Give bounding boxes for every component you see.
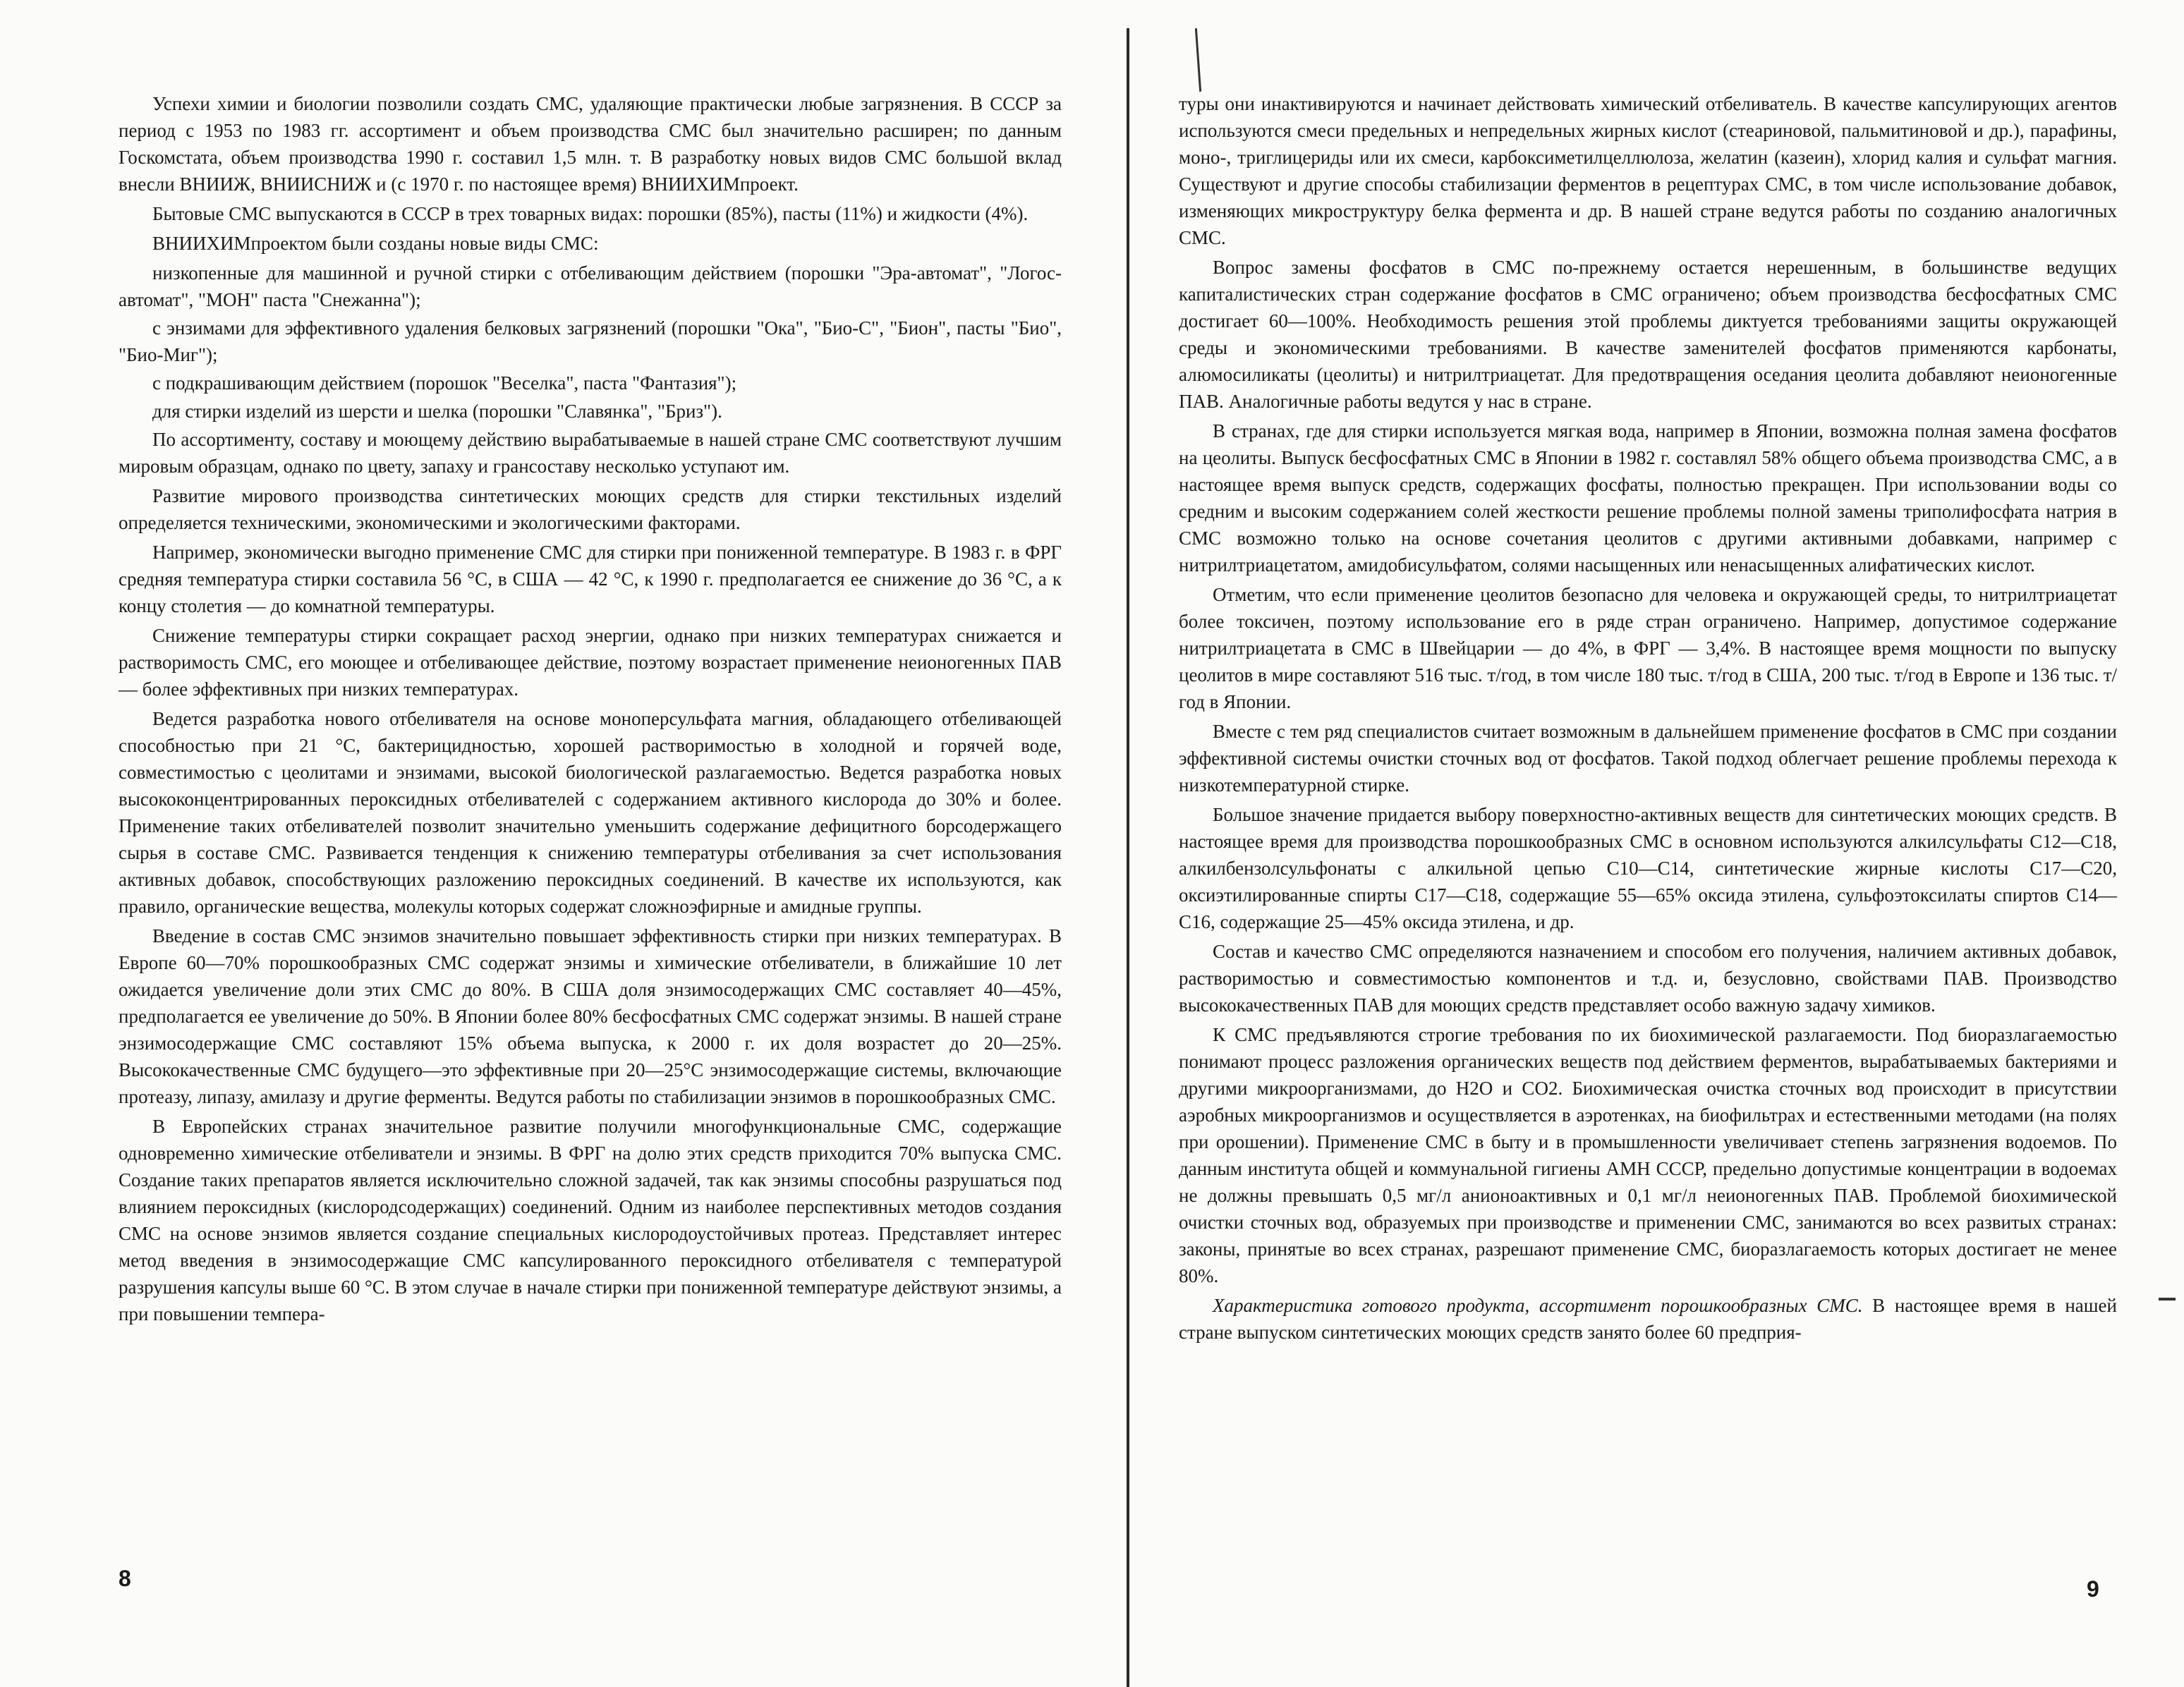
paragraph: Бытовые СМС выпускаются в СССР в трех товарных видах: порошки (85%), пасты (11%) и жидкости (4%). xyxy=(152,203,1029,224)
paragraph: Вопрос замены фосфатов в СМС по-прежнему остается нерешенным, в большинстве ведущих капиталистических стран содержание фосфатов в СМС ограничено; объем производства бесфосфатных СМС достигает 60—100%. Необходимость решения этой проблемы диктуется требованиями защиты окружающей среды и экономическими требованиями. В качестве заменителей фосфатов применяются карбонаты, алюмосиликаты (цеолиты) и нитрилтриацетат. Для предотвращения оседания цеолита добавляют неионогенные ПАВ. Аналогичные работы ведутся у нас в стране. xyxy=(1179,257,2117,412)
paragraph: Отметим, что если применение цеолитов безопасно для человека и окружающей среды, то нитрилтриацетат более токсичен, поэтому использование его в ряде стран ограничено. Например, допустимое содержание нитрилтриацетата в СМС в Швейцарии — до 4%, в ФРГ — 3,4%. В настоящее время мощности по выпуску цеолитов в мире составляют 516 тыс. т/год, в том числе 180 тыс. т/год в США, 200 тыс. т/год в Европе и 136 тыс. т/год в Японии. xyxy=(1179,584,2117,712)
paragraph: Введение в состав СМС энзимов значительно повышает эффективность стирки при низких температурах. В Европе 60—70% порошкообразных СМС содержат энзимы и химические отбеливатели, в ближайшие 10 лет ожидается увеличение доли этих СМС до 80%. В США доля энзимосодержащих СМС составляет 40—45%, предполагается ее увеличение до 50%. В Японии более 80% бесфосфатных СМС содержат энзимы. В нашей стране энзимосодержащие СМС составляют 15% объема выпуска, к 2000 г. их доля возрастет до 20—25%. Высококачественные СМС будущего—это эффективные при 20—25°С энзимосодержащие системы, включающие протеазу, липазу, амилазу и другие ферменты. Ведутся работы по стабилизации энзимов в порошкообразных СМС. xyxy=(119,925,1062,1107)
run-in-heading: Характеристика готового продукта, ассортимент порошкообразных СМС. xyxy=(1213,1295,1863,1316)
paragraph: Ведется разработка нового отбеливателя на основе моноперсульфата магния, обладающего отбеливающей способностью при 21 °С, бактерицидностью, хорошей растворимостью в холодной и горячей воде, совместимостью с цеолитами и энзимами, высокой биологической разлагаемостью. Ведется разработка новых высококонцентрированных пероксидных отбеливателей с содержанием активного кислорода до 30% и более. Применение таких отбеливателей позволит значительно уменьшить содержание дефицитного борсодержащего сырья в составе СМС. Развивается тенденция к снижению температуры отбеливания за счет использования активных добавок, способствующих разложению пероксидных соединений. В качестве их используются, как правило, органические вещества, молекулы которых содержат сложноэфирные и амидные группы. xyxy=(119,708,1062,917)
paragraph: Успехи химии и биологии позволили создать СМС, удаляющие практически любые загрязнения. В СССР за период с 1953 по 1983 гг. ассортимент и объем производства СМС был значительно расширен; по данным Госкомстата, объем производства 1990 г. составил 1,5 млн. т. В разработку новых видов СМС большой вклад внесли ВНИИЖ, ВНИИСНИЖ и (с 1970 г. по настоящее время) ВНИИХИМпроект. xyxy=(119,93,1062,195)
page-number: 9 xyxy=(2087,1576,2099,1602)
paragraph-with-heading xyxy=(1179,1292,2117,1346)
paragraph: Например, экономически выгодно применение СМС для стирки при пониженной температуре. В 1983 г. в ФРГ средняя температура стирки составила 56 °С, в США — 42 °С, к 1990 г. предполагается ее снижение до 36 °С, а к концу столетия — до комнатной температуры. xyxy=(119,542,1062,616)
list-item: для стирки изделий из шерсти и шелка (порошки "Славянка", "Бриз"). xyxy=(152,401,722,422)
list-item: низкопенные для машинной и ручной стирки с отбеливающим действием (порошки "Эра-автомат", "Логос-автомат", "МОН" паста "Снежанна"); xyxy=(119,262,1062,310)
right-text-column xyxy=(1179,90,2117,1348)
margin-mark xyxy=(2159,1298,2176,1301)
left-text-column xyxy=(119,90,1062,1330)
list-item: с энзимами для эффективного удаления белковых загрязнений (порошки "Ока", "Био-С", "Бион", пасты "Био", "Био-Миг"); xyxy=(119,317,1062,365)
paragraph: По ассортименту, составу и моющему действию вырабатываемые в нашей стране СМС соответствуют лучшим мировым образцам, однако по цвету, запаху и грансоставу несколько уступают им. xyxy=(119,429,1062,477)
right-page xyxy=(1129,0,2184,1687)
paragraph: Большое значение придается выбору поверхностно-активных веществ для синтетических моющих средств. В настоящее время для производства порошкообразных СМС в основном используются алкилсульфаты C12—C18, алкилбензолсульфонаты с алкильной цепью C10—C14, синтетические жирные кислоты C17—C20, оксиэтилированные спирты C17—C18, содержащие 55—65% оксида этилена, сульфоэтоксилаты спиртов C14—C16, содержащие 25—45% оксида этилена, и др. xyxy=(1179,804,2117,932)
paragraph: В Европейских странах значительное развитие получили многофункциональные СМС, содержащие одновременно химические отбеливатели и энзимы. В ФРГ на долю этих средств приходится 70% выпуска СМС. Создание таких препаратов является исключительно сложной задачей, так как энзимы способны разрушаться под влиянием пероксидных (кислородсодержащих) соединений. Одним из наиболее перспективных методов создания СМС на основе энзимов является создание специальных кислородоустойчивых протеаз. Представляет интерес метод введения в энзимосодержащие СМС капсулированного пероксидного отбеливателя с температурой разрушения капсулы выше 60 °С. В этом случае в начале стирки при пониженной температуре действуют энзимы, а при повышении темпера- xyxy=(119,1116,1062,1324)
paragraph-text: В настоящее время в нашей стране выпуском синтетических моющих средств занято более 60 предприя- xyxy=(1179,1295,2117,1343)
list-item: с подкрашивающим действием (порошок "Веселка", паста "Фантазия"); xyxy=(152,372,737,394)
paragraph: К СМС предъявляются строгие требования по их биохимической разлагаемости. Под биоразлагаемостью понимают процесс разложения органических веществ под действием ферментов, вырабатываемых бактериями и другими микроорганизмами, до H2O и CO2. Биохимическая очистка сточных вод происходит в присутствии аэробных микроорганизмов и осуществляется в аэротенках, на биофильтрах и естественными методами (на полях при орошении). Применение СМС в быту и в промышленности увеличивает степень загрязнения водоемов. По данным института общей и коммунальной гигиены АМН СССР, предельно допустимые концентрации в водоемах не должны превышать 0,5 мг/л анионоактивных и 0,1 мг/л неионогенных ПАВ. Проблемой биохимической очистки сточных вод, образуемых при производстве и применении СМС, занимаются во всех развитых странах: законы, принятые во всех странах, разрешают применение СМС, биоразлагаемость которых достигает не менее 80%. xyxy=(1179,1024,2117,1286)
page-number: 8 xyxy=(119,1566,131,1591)
paragraph: Развитие мирового производства синтетических моющих средств для стирки текстильных изделий определяется техническими, экономическими и экологическими факторами. xyxy=(119,485,1062,533)
paragraph: Состав и качество СМС определяются назначением и способом его получения, наличием активных добавок, растворимостью и совместимостью компонентов и т.д. и, безусловно, свойствами ПАВ. Производство высококачественных ПАВ для моющих средств представляет особо важную задачу химиков. xyxy=(1179,941,2117,1016)
paragraph: ВНИИХИМпроектом были созданы новые виды СМС: xyxy=(152,233,599,254)
paragraph: В странах, где для стирки используется мягкая вода, например в Японии, возможна полная замена фосфатов на цеолиты. Выпуск бесфосфатных СМС в Японии в 1982 г. составлял 58% общего объема производства СМС, а в настоящее время выпуск средств, содержащих фосфаты, полностью прекращен. При использовании воды со средним и высоким содержанием солей жесткости решение проблемы полной замены триполифосфата натрия в СМС возможно только на основе сочетания цеолитов с другими активными добавками, например с нитрилтриацетатом, амидобисульфатом, солями насыщенных или ненасыщенных алифатических кислот. xyxy=(1179,420,2117,575)
paragraph: Снижение температуры стирки сокращает расход энергии, однако при низких температурах снижается и растворимость СМС, его моющее и отбеливающее действие, поэтому возрастает применение неионогенных ПАВ — более эффективных при низких температурах. xyxy=(119,625,1062,700)
paragraph: туры они инактивируются и начинает действовать химический отбеливатель. В качестве капсулирующих агентов используются смеси предельных и непредельных жирных кислот (стеариновой, пальмитиновой и др.), парафины, моно-, триглицериды или их смеси, карбоксиметилцеллюлоза, желатин (казеин), хлорид калия и сульфат магния. Существуют и другие способы стабилизации ферментов в рецептурах СМС, в том числе использование добавок, изменяющих микроструктуру белка фермента и др. В нашей стране ведутся работы по созданию аналогичных СМС. xyxy=(1179,93,2117,248)
paragraph: Вместе с тем ряд специалистов считает возможным в дальнейшем применение фосфатов в СМС при создании эффективной системы очистки сточных вод от фосфатов. Такой подход облегчает решение проблемы перехода к низкотемпературной стирке. xyxy=(1179,721,2117,796)
